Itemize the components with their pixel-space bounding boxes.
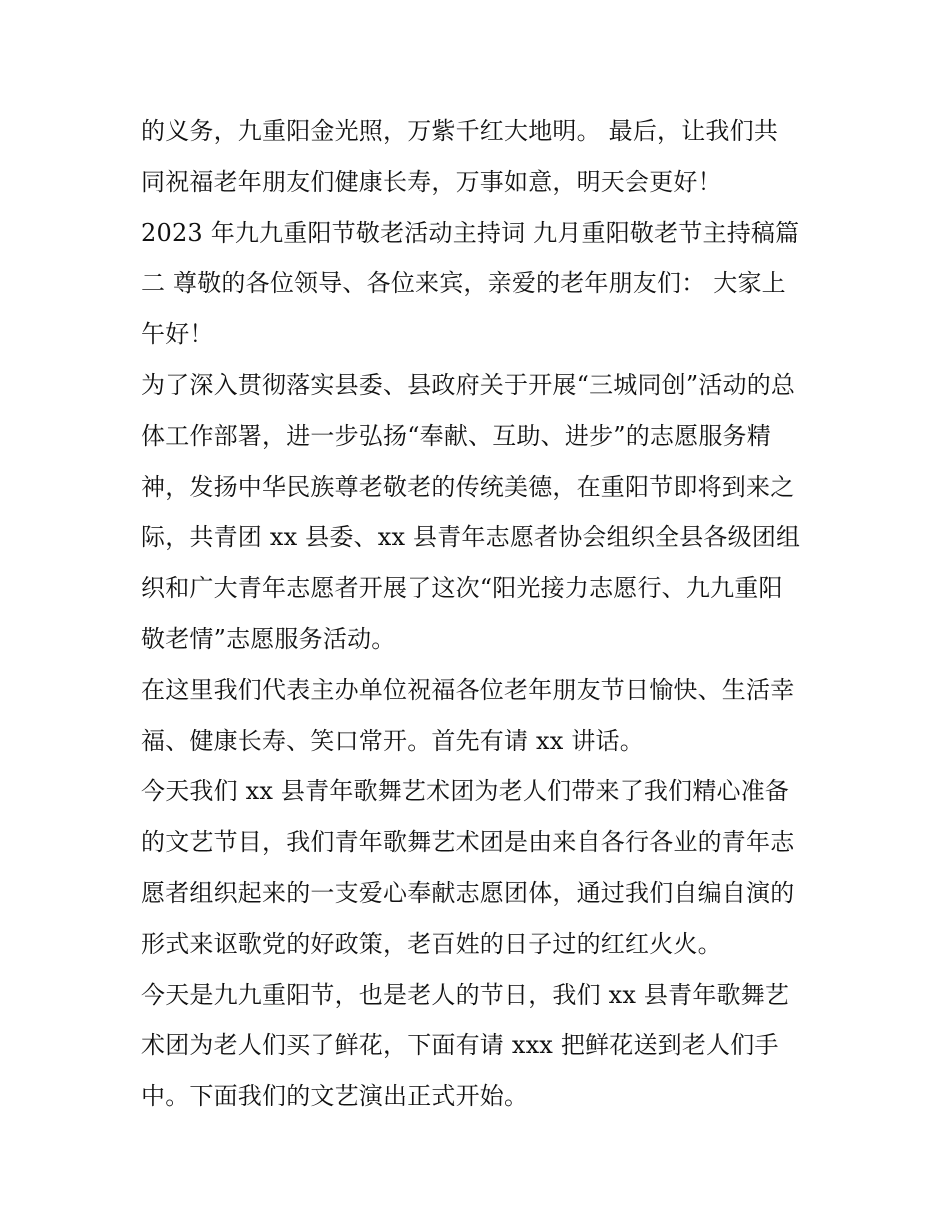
text-line: 织和广大青年志愿者开展了这次“阳光接力志愿行、九九重阳 xyxy=(141,574,783,603)
text-line: 的义务，九重阳金光照，万紫千红大地明。 最后，让我们共 xyxy=(141,117,779,145)
text-line: 二 尊敬的各位领导、各位来宾，亲爱的老年朋友们： 大家上 xyxy=(141,269,786,298)
text-line: 敬老情”志愿服务活动。 xyxy=(141,624,396,653)
text-line: 今天是九九重阳节，也是老人的节日，我们 xx 县青年歌舞艺 xyxy=(141,980,790,1009)
text-line: 的文艺节目，我们青年歌舞艺术团是由来自各行各业的青年志 xyxy=(141,828,795,857)
document-body xyxy=(141,106,821,1122)
text-line: 今天我们 xx 县青年歌舞艺术团为老人们带来了我们精心准备 xyxy=(141,777,790,806)
text-line: 愿者组织起来的一支爱心奉献志愿团体，通过我们自编自演的 xyxy=(141,878,795,907)
text-line: 体工作部署，进一步弘扬“奉献、互助、进步”的志愿服务精 xyxy=(141,421,771,450)
text-line: 神，发扬中华民族尊老敬老的传统美德，在重阳节即将到来之 xyxy=(141,472,795,501)
text-line: 2023 年九九重阳节敬老活动主持词 九月重阳敬老节主持稿篇 xyxy=(141,218,800,247)
text-line: 中。下面我们的文艺演出正式开始。 xyxy=(141,1082,529,1111)
text-line: 在这里我们代表主办单位祝福各位老年朋友节日愉快、生活幸 xyxy=(141,675,795,704)
text-line: 际，共青团 xx 县委、xx 县青年志愿者协会组织全县各级团组 xyxy=(141,523,801,552)
text-line: 术团为老人们买了鲜花，下面有请 xxx 把鲜花送到老人们手 xyxy=(141,1031,779,1060)
text-line: 午好！ xyxy=(141,320,214,349)
text-line: 为了深入贯彻落实县委、县政府关于开展“三城同创”活动的总 xyxy=(141,370,796,399)
text-line: 形式来讴歌党的好政策，老百姓的日子过的红红火火。 xyxy=(141,929,722,958)
text-line: 福、健康长寿、笑口常开。首先有请 xx 讲话。 xyxy=(141,726,644,755)
text-line: 同祝福老年朋友们健康长寿，万事如意，明天会更好！ xyxy=(141,167,722,196)
